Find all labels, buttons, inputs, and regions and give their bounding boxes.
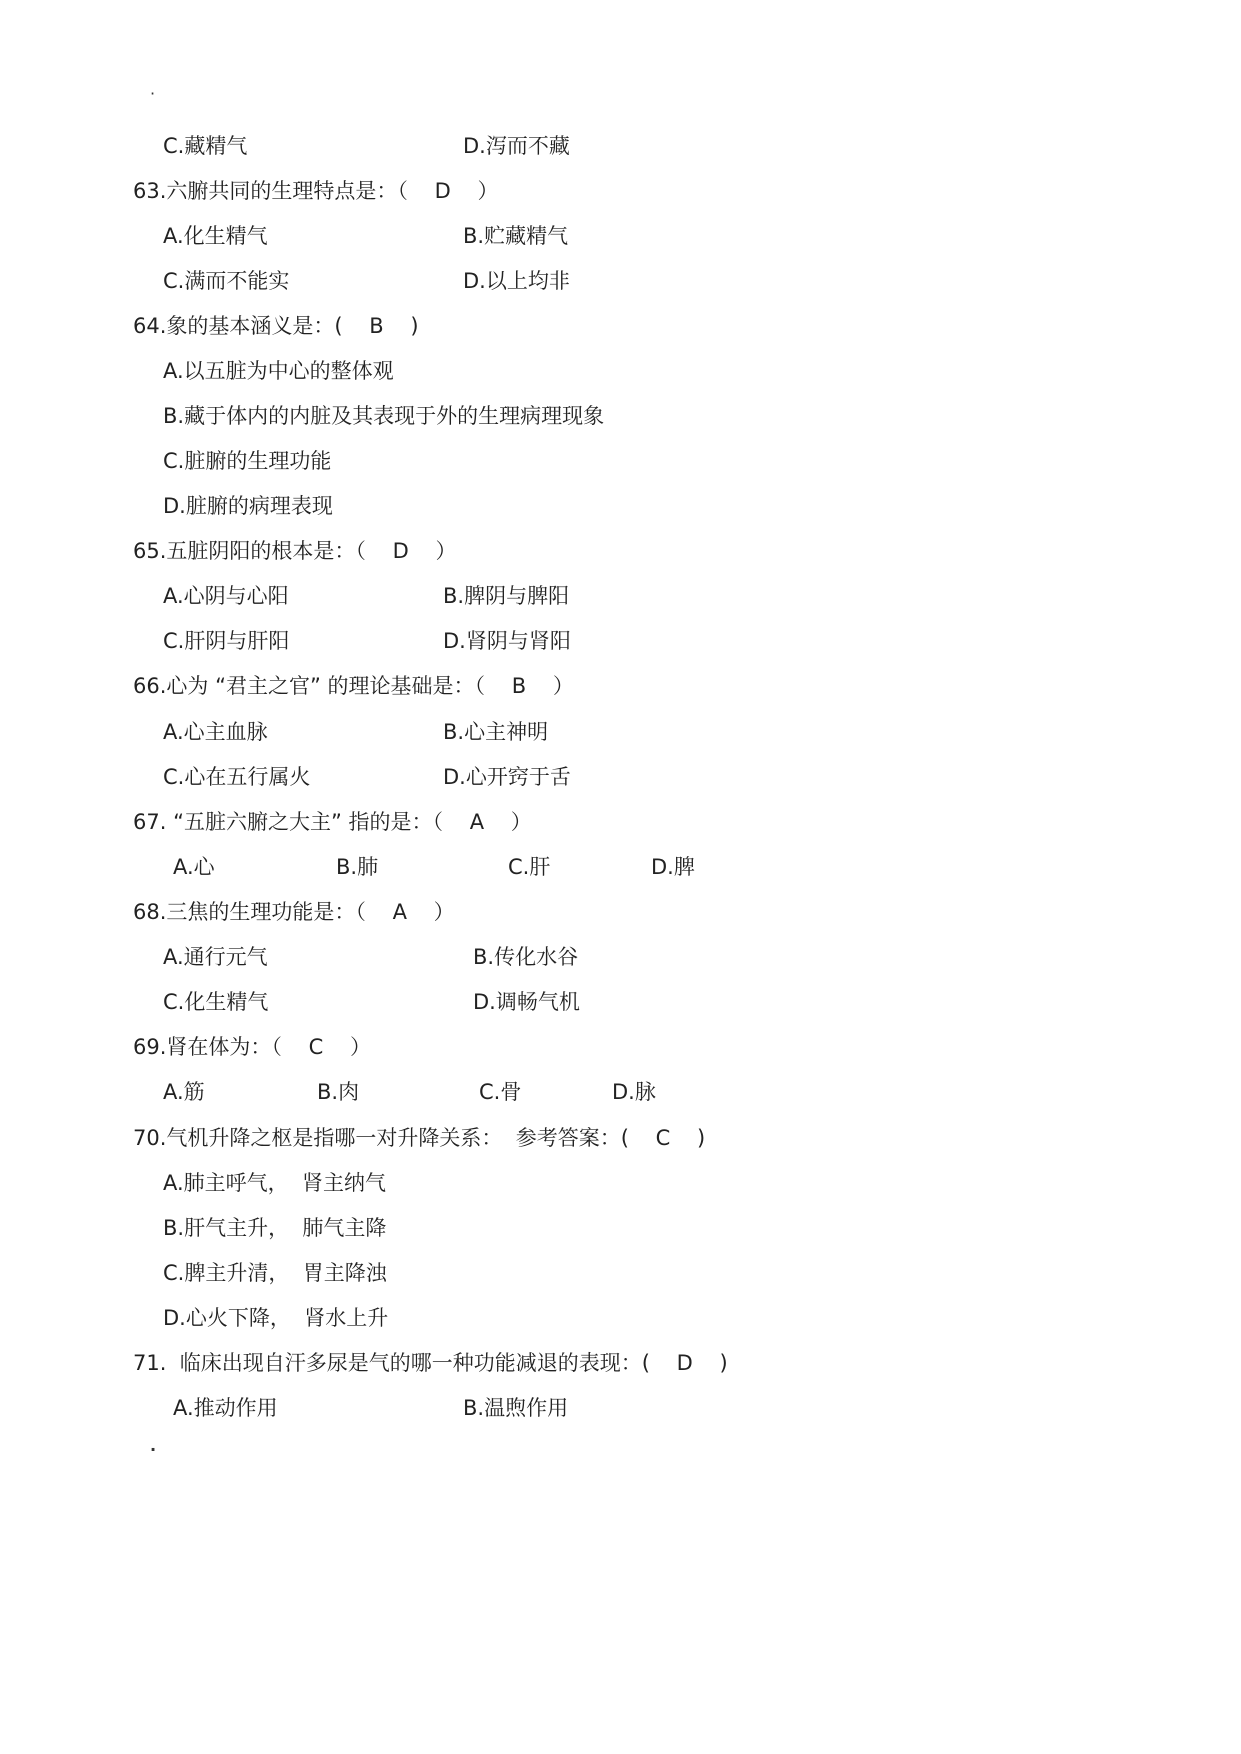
q71-option-a: A.推动作用 — [173, 1396, 278, 1420]
q62-option-c: C.藏精气 — [163, 134, 248, 158]
q64-option-d: D.脏腑的病理表现 — [163, 494, 333, 518]
q63-option-b: B.贮藏精气 — [463, 224, 569, 248]
q66-option-c: C.心在五行属火 — [163, 765, 311, 789]
q64-option-a: A.以五脏为中心的整体观 — [163, 359, 394, 383]
q69-option-d: D.脉 — [612, 1080, 656, 1104]
q71-stem: 71. 临床出现自汗多尿是气的哪一种功能减退的表现：( D ) — [133, 1351, 728, 1375]
q67-stem: 67. “五脏六腑之大主” 指的是：（ A ） — [133, 810, 532, 834]
q66-option-d: D.心开窍于舌 — [443, 765, 571, 789]
q65-option-b: B.脾阴与脾阳 — [443, 584, 570, 608]
q68-option-a: A.通行元气 — [163, 945, 268, 969]
q64-option-c: C.脏腑的生理功能 — [163, 449, 332, 473]
q63-option-a: A.化生精气 — [163, 224, 268, 248]
q65-option-c: C.肝阴与肝阳 — [163, 629, 290, 653]
q69-option-a: A.筋 — [163, 1080, 205, 1104]
q64-option-b: B.藏于体内的内脏及其表现于外的生理病理现象 — [163, 404, 605, 428]
q68-option-d: D.调畅气机 — [473, 990, 580, 1014]
q66-option-a: A.心主血脉 — [163, 720, 268, 744]
q65-option-d: D.肾阴与肾阳 — [443, 629, 571, 653]
q68-stem: 68.三焦的生理功能是：（ A ） — [133, 900, 455, 924]
q67-option-d: D.脾 — [651, 855, 695, 879]
q68-option-b: B.传化水谷 — [473, 945, 579, 969]
q70-option-c: C.脾主升清， 胃主降浊 — [163, 1261, 387, 1285]
page-bottom-mark: · — [150, 1440, 157, 1459]
q63-stem: 63.六腑共同的生理特点是：（ D ） — [133, 179, 499, 203]
q70-option-a: A.肺主呼气， 肾主纳气 — [163, 1171, 387, 1195]
q63-option-c: C.满而不能实 — [163, 269, 290, 293]
q67-option-b: B.肺 — [336, 855, 379, 879]
q70-option-d: D.心火下降， 肾水上升 — [163, 1306, 389, 1330]
q70-stem: 70.气机升降之枢是指哪一对升降关系： 参考答案：( C ) — [133, 1126, 706, 1150]
q62-option-d: D.泻而不藏 — [463, 134, 570, 158]
q67-option-a: A.心 — [173, 855, 215, 879]
q70-option-b: B.肝气主升， 肺气主降 — [163, 1216, 387, 1240]
q65-stem: 65.五脏阴阳的根本是：（ D ） — [133, 539, 457, 563]
q65-option-a: A.心阴与心阳 — [163, 584, 289, 608]
q66-option-b: B.心主神明 — [443, 720, 549, 744]
q69-option-c: C.骨 — [479, 1080, 522, 1104]
q69-option-b: B.肉 — [317, 1080, 360, 1104]
q68-option-c: C.化生精气 — [163, 990, 269, 1014]
q69-stem: 69.肾在体为：（ C ） — [133, 1035, 371, 1059]
q64-stem: 64.象的基本涵义是：( B ) — [133, 314, 419, 338]
q63-option-d: D.以上均非 — [463, 269, 570, 293]
page-top-mark: · — [150, 84, 156, 103]
q71-option-b: B.温煦作用 — [463, 1396, 569, 1420]
q66-stem: 66.心为 “君主之官” 的理论基础是：（ B ） — [133, 674, 574, 698]
q67-option-c: C.肝 — [508, 855, 551, 879]
